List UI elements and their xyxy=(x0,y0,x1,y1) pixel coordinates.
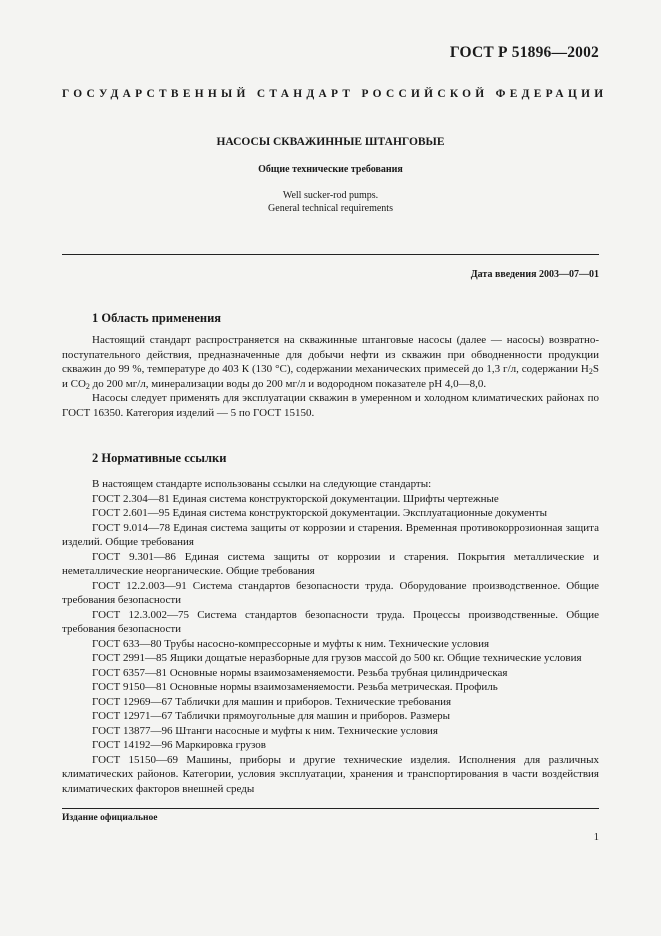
reference-item: ГОСТ 2.304—81 Единая система конструкторской документации. Шрифты чертежные xyxy=(92,492,499,505)
document-subtitle: Общие технические требования xyxy=(258,164,403,175)
reference-item: ГОСТ 12969—67 Таблички для машин и приборов. Технические требования xyxy=(92,695,452,708)
reference-item: ГОСТ 13877—96 Штанги насосные и муфты к ним. Технические условия xyxy=(92,724,438,737)
reference-item: ГОСТ 9.014—78 Единая система защиты от коррозии и старения. Временная противокоррозионная защита изделий. Общие требования xyxy=(62,521,599,548)
page-number: 1 xyxy=(593,832,599,843)
footer-divider xyxy=(62,808,599,809)
reference-item: ГОСТ 6357—81 Основные нормы взаимозаменяемости. Резьба трубная цилиндрическая xyxy=(92,666,508,679)
reference-item: ГОСТ 9150—81 Основные нормы взаимозаменяемости. Резьба метрическая. Профиль xyxy=(92,681,498,693)
reference-item: ГОСТ 12971—67 Таблички прямоугольные для машин и приборов. Размеры xyxy=(92,710,451,722)
english-title xyxy=(62,189,599,215)
english-title-line-2: General technical requirements xyxy=(268,203,393,214)
section-1-body xyxy=(62,333,599,420)
effective-date: Дата введения 2003—07—01 xyxy=(470,269,599,280)
section-1-paragraph-1: Настоящий стандарт распространяется на скважинные штанговые насосы (далее — насосы) возвратно-поступательного действия, предназначенные для добычи нефти из скважин при обводненности продукции скважин до 99 %, температуре до 403 К (130 °С), содержании механических примесей до 1,3 г/л, содержании $H_2S$ и $CO_2$ до 200 мг/л, минерализации воды до 200 мг/л и водородном показателе pH 4,0—8,0. xyxy=(62,334,599,391)
document-title: НАСОСЫ СКВАЖИННЫЕ ШТАНГОВЫЕ xyxy=(216,136,445,148)
english-title-line-1: Well sucker-rod pumps. xyxy=(282,190,379,201)
section-2-body xyxy=(62,477,599,796)
reference-item: ГОСТ 2991—85 Ящики дощатые неразборные для грузов массой до 500 кг. Общие технические условия xyxy=(92,652,582,664)
official-edition-label: Издание официальное xyxy=(62,813,158,823)
section-1-heading: 1 Область применения xyxy=(92,311,222,325)
header-divider xyxy=(62,254,599,255)
reference-item: ГОСТ 633—80 Трубы насосно-компрессорные и муфты к ним. Технические условия xyxy=(92,637,490,650)
reference-item: ГОСТ 2.601—95 Единая система конструкторской документации. Эксплуатационные документы xyxy=(92,507,547,519)
section-2-heading: 2 Нормативные ссылки xyxy=(92,451,227,465)
state-standard-banner: ГОСУДАРСТВЕННЫЙ СТАНДАРТ РОССИЙСКОЙ ФЕДЕРАЦИИ xyxy=(62,88,608,100)
section-1-paragraph-2: Насосы следует применять для эксплуатации скважин в умеренном и холодном климатических районах по ГОСТ 16350. Категория изделий — 5 по ГОСТ 15150. xyxy=(62,392,599,419)
reference-item: ГОСТ 12.2.003—91 Система стандартов безопасности труда. Оборудование производственное. Общие требования безопасности xyxy=(62,579,599,606)
reference-item: ГОСТ 14192—96 Маркировка грузов xyxy=(92,739,266,751)
reference-item: ГОСТ 15150—69 Машины, приборы и другие технические изделия. Исполнения для различных климатических районов. Категории, условия эксплуатации, хранения и транспортирования в части воздействия климатических факторов внешней среды xyxy=(62,753,599,795)
reference-item: ГОСТ 9.301—86 Единая система защиты от коррозии и старения. Покрытия металлические и неметаллические неорганические. Общие требования xyxy=(62,550,599,577)
section-2-intro: В настоящем стандарте использованы ссылки на следующие стандарты: xyxy=(92,478,432,490)
standard-code: ГОСТ Р 51896—2002 xyxy=(449,44,599,61)
reference-item: ГОСТ 12.3.002—75 Система стандартов безопасности труда. Процессы производственные. Общие требования безопасности xyxy=(62,608,599,635)
